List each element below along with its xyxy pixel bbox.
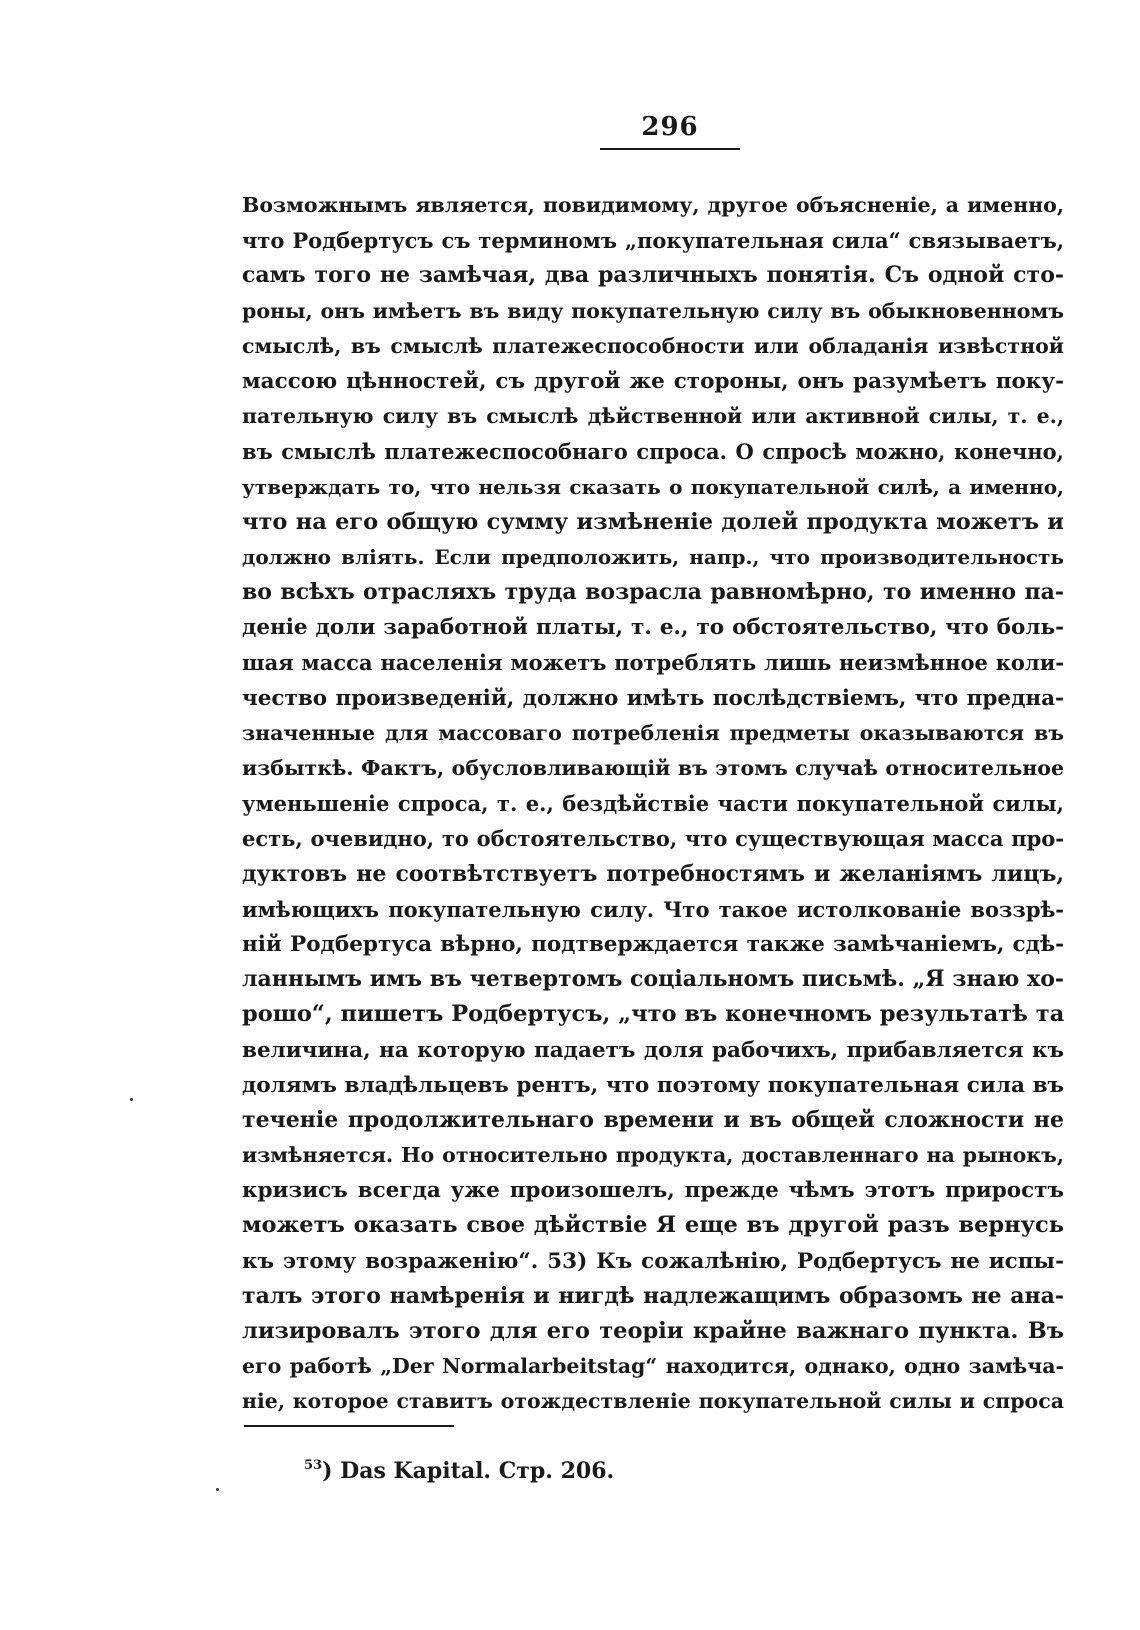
text-line: лизировалъ этого для его теоріи крайне важнаго пункта. Въ xyxy=(242,1318,1064,1344)
text-line: долямъ владѣльцевъ рентъ, что поэтому покупательная сила въ xyxy=(242,1072,1064,1098)
text-line: ланнымъ имъ въ четвертомъ соціальномъ письмѣ. „Я знаю хо- xyxy=(242,966,1064,993)
text-line: его работѣ „Der Normalarbeitstag“ находится, однако, одно замѣча- xyxy=(242,1354,1064,1379)
text-line: утверждать то, что нельзя сказать о покупательной силѣ, а именно, xyxy=(242,474,1064,499)
text-line: уменьшеніе спроса, т. е., бездѣйствіе части покупательной силы, xyxy=(242,791,1064,817)
text-line: должно вліять. Если предположить, напр., что производительность xyxy=(242,544,1064,569)
text-line: величина, на которую падаетъ доля рабочихъ, прибавляется къ xyxy=(242,1037,1064,1063)
text-line: массою цѣнностей, съ другой же стороны, онъ разумѣетъ поку- xyxy=(242,368,1064,394)
text-line: значенные для массоваго потребленія предметы оказываются въ xyxy=(242,720,1064,745)
text-line: роны, онъ имѣетъ въ виду покупательную силу въ обыкновенномъ xyxy=(242,298,1064,323)
text-line: къ этому возраженію“. 53) Къ сожалѣнію, Родбертусъ не испы- xyxy=(242,1248,1064,1274)
text-line: смыслѣ, въ смыслѣ платежеспособности или обладанія извѣстной xyxy=(242,333,1064,358)
text-line: рошо“, пишетъ Родбертусъ, „что въ конечномъ результатѣ та xyxy=(242,1001,1064,1028)
text-line: что на его общую сумму измѣненіе долей продукта можетъ и xyxy=(242,508,1064,535)
text-line: во всѣхъ отрасляхъ труда возрасла равномѣрно, то именно па- xyxy=(242,579,1064,606)
text-line: самъ того не замѣчая, два различныхъ понятія. Съ одной сто- xyxy=(242,262,1064,289)
text-line: кризисъ всегда уже произошелъ, прежде чѣмъ этотъ приростъ xyxy=(242,1178,1064,1204)
scan-speck xyxy=(216,1488,219,1491)
text-line: имѣющихъ покупательную силу. Что такое истолкованіе воззрѣ- xyxy=(242,896,1064,922)
text-line: можетъ оказать свое дѣйствіе Я еще въ другой разъ вернусь xyxy=(242,1212,1064,1239)
text-line: измѣняется. Но относительно продукта, доставленнаго на рынокъ, xyxy=(242,1143,1064,1168)
text-line: дуктовъ не соотвѣтствуетъ потребностямъ и желаніямъ лицъ, xyxy=(242,860,1064,887)
text-line: теченіе продолжительнаго времени и въ общей сложности не xyxy=(242,1106,1064,1133)
footnote-marker: 53 xyxy=(304,1458,323,1473)
text-line: въ смыслѣ платежеспособнаго спроса. О спросѣ можно, конечно, xyxy=(242,439,1064,465)
text-line: деніе доли заработной платы, т. е., то обстоятельство, что боль- xyxy=(242,615,1064,641)
page-number: 296 xyxy=(600,112,740,150)
footnote-text: ) Das Kapital. Стр. 206. xyxy=(322,1458,615,1484)
text-line: что Родбертусъ съ терминомъ „покупательная сила“ связываетъ, xyxy=(242,228,1064,254)
text-line: есть, очевидно, то обстоятельство, что существующая масса про- xyxy=(242,826,1064,852)
body-text xyxy=(242,188,1064,1420)
footnote-divider xyxy=(244,1425,454,1427)
text-line: Возможнымъ является, повидимому, другое объясненіе, а именно, xyxy=(242,193,1064,217)
text-line: шая масса населенія можетъ потреблять лишь неизмѣнное коли- xyxy=(242,650,1064,676)
text-line: ній Родбертуса вѣрно, подтверждается также замѣчаніемъ, сдѣ- xyxy=(242,931,1064,957)
text-line: чество произведеній, должно имѣть послѣдствіемъ, что предна- xyxy=(242,685,1064,711)
text-line: пательную силу въ смыслѣ дѣйственной или активной силы, т. е., xyxy=(242,404,1064,429)
scan-speck xyxy=(130,1098,133,1101)
text-line: ніе, которое ставитъ отождествленіе покупательной силы и спроса xyxy=(242,1389,1064,1414)
footnote xyxy=(304,1458,614,1484)
text-line: избыткѣ. Фактъ, обусловливающій въ этомъ случаѣ относительное xyxy=(242,756,1064,780)
text-line: талъ этого намѣренія и нигдѣ надлежащимъ образомъ не ана- xyxy=(242,1282,1064,1309)
